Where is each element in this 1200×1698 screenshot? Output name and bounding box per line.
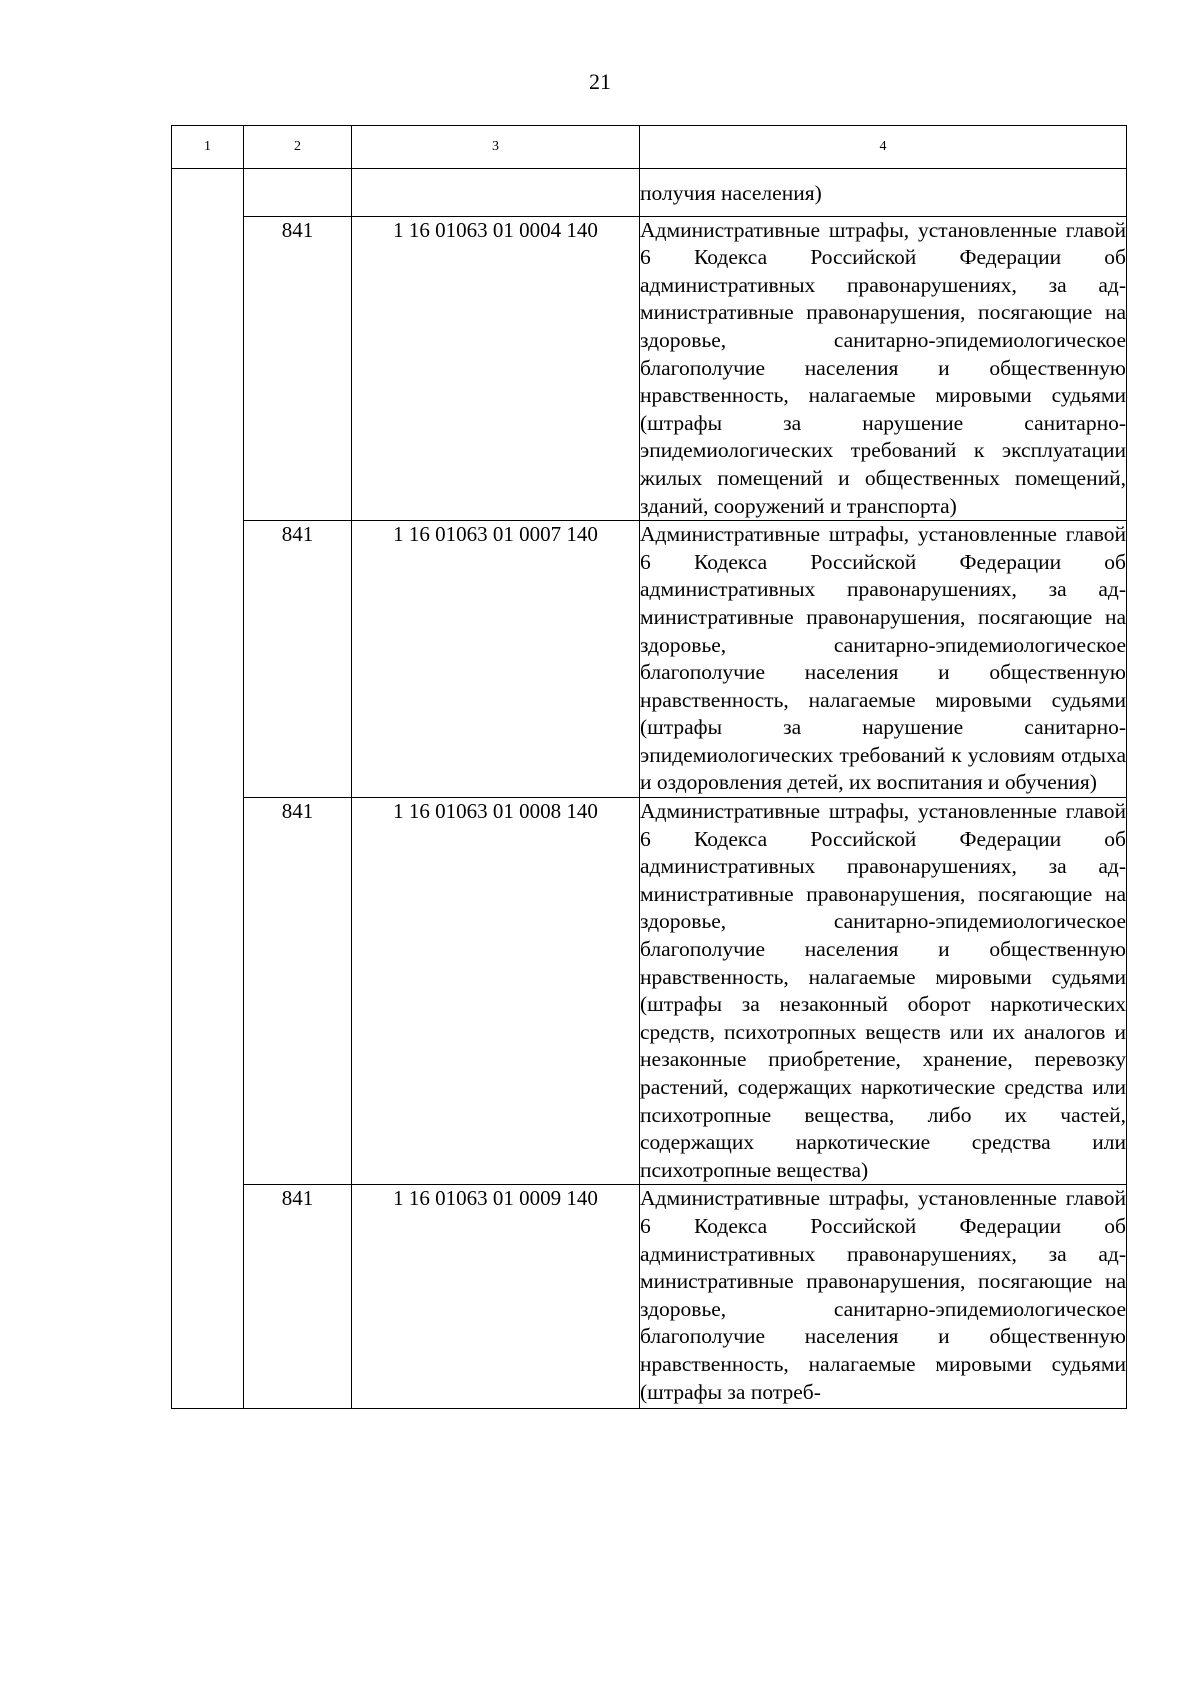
admin-code-cell: 841 <box>244 521 352 798</box>
column-header-4: 4 <box>640 126 1127 169</box>
admin-code-cell: 841 <box>244 1185 352 1409</box>
kbk-code-cell: 1 16 01063 01 0008 140 <box>352 798 640 1185</box>
budget-codes-table <box>171 125 1127 1409</box>
column-header-1: 1 <box>172 126 244 169</box>
column-header-2: 2 <box>244 126 352 169</box>
table-row <box>172 1185 1127 1409</box>
description-cell: Административные штрафы, установленные главой 6 Кодекса Российской Федерации об административных правонарушениях, за административные правонарушения, посягающие на здоровье, санитарно-эпидемиологическое благополучие населения и общественную нравственность, налагаемые мировыми судьями (штрафы за потреб- <box>640 1185 1127 1409</box>
description-cell: получия населения) <box>640 169 1127 217</box>
admin-code-cell: 841 <box>244 798 352 1185</box>
admin-code-cell <box>244 169 352 217</box>
column-header-3: 3 <box>352 126 640 169</box>
kbk-code-cell <box>352 169 640 217</box>
table-row <box>172 216 1127 521</box>
table-row-continuation <box>172 169 1127 217</box>
description-cell: Административные штрафы, установленные главой 6 Кодекса Российской Федерации об административных правонарушениях, за административные правонарушения, посягающие на здоровье, санитарно-эпидемиологическое благополучие населения и общественную нравственность, налагаемые мировыми судьями (штрафы за нарушение санитарно-эпидемиологических требований к условиям отдыха и оздоровления детей, их воспитания и обучения) <box>640 521 1127 798</box>
admin-code-cell: 841 <box>244 216 352 521</box>
table-row <box>172 521 1127 798</box>
table-header-row <box>172 126 1127 169</box>
group-cell <box>172 169 244 1409</box>
description-cell: Административные штрафы, установленные главой 6 Кодекса Российской Федерации об административных правонарушениях, за административные правонарушения, посягающие на здоровье, санитарно-эпидемиологическое благополучие населения и общественную нравственность, налагаемые мировыми судьями (штрафы за нарушение санитарно-эпидемиологических требований к эксплуатации жилых помещений и общественных помещений, зданий, сооружений и транспорта) <box>640 216 1127 521</box>
page-number: 21 <box>589 69 611 94</box>
table-row <box>172 798 1127 1185</box>
kbk-code-cell: 1 16 01063 01 0007 140 <box>352 521 640 798</box>
kbk-code-cell: 1 16 01063 01 0009 140 <box>352 1185 640 1409</box>
description-cell: Административные штрафы, установленные главой 6 Кодекса Российской Федерации об административных правонарушениях, за административные правонарушения, посягающие на здоровье, санитарно-эпидемиологическое благополучие населения и общественную нравственность, налагаемые мировыми судьями (штрафы за незаконный оборот наркотических средств, психотропных веществ или их аналогов и незаконные приобретение, хранение, перевозку растений, содержащих наркотические средства или психотропные вещества, либо их частей, содержащих наркотические средства или психотропные вещества) <box>640 798 1127 1185</box>
kbk-code-cell: 1 16 01063 01 0004 140 <box>352 216 640 521</box>
